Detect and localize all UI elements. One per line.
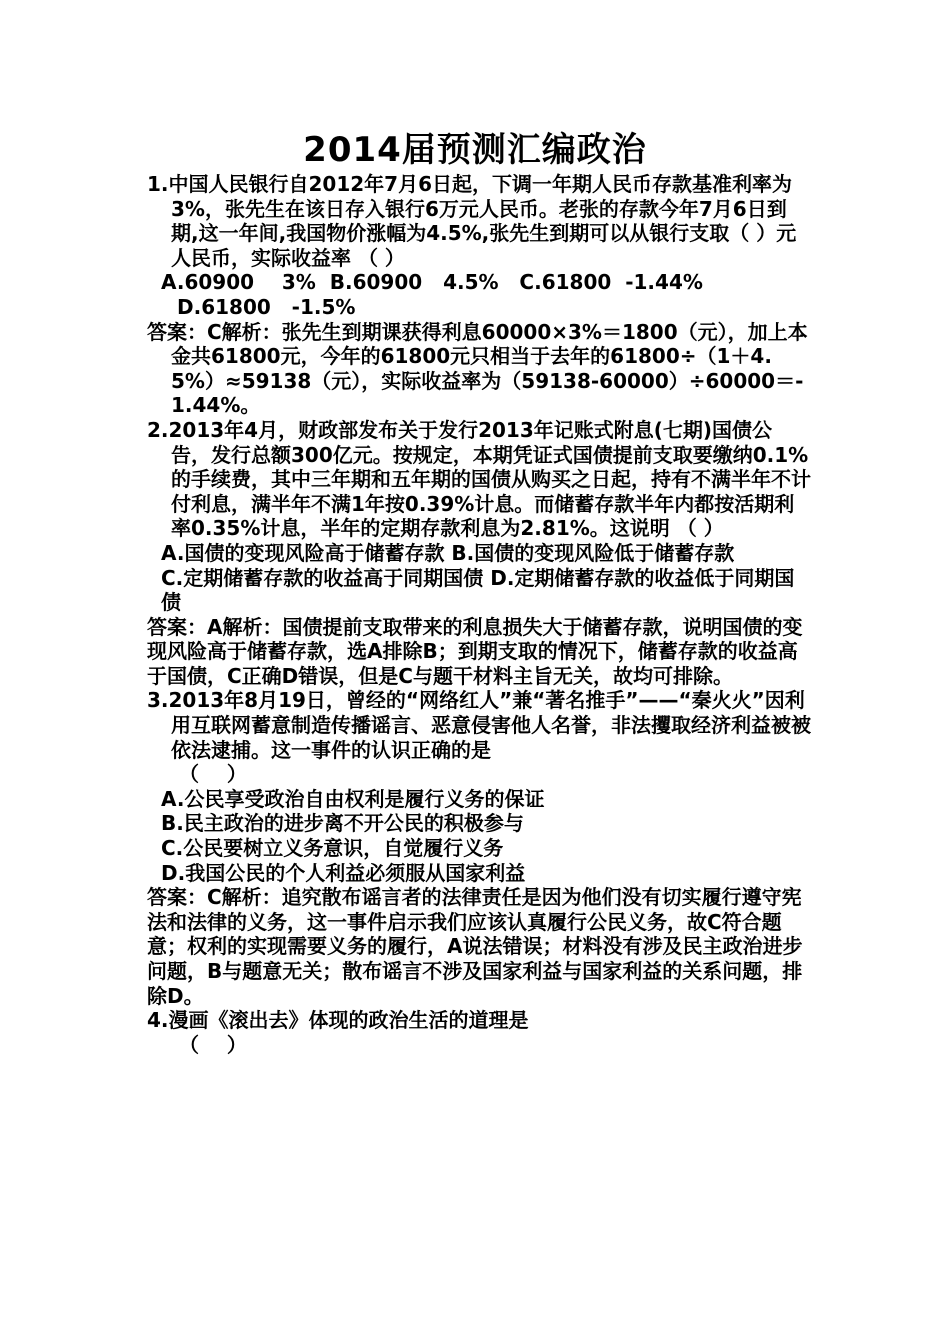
question-1-answer: 答案：C解析：张先生到期课获得利息60000×3%＝1800（元），加上本金共61800元，今年的61800元只相当于去年的61800÷（1＋4.5%）≈59138（元），实际收益率为（59138-60000）÷60000＝-1.44%。 <box>147 319 808 418</box>
question-3-answer-blank: （ ） <box>179 762 247 787</box>
question-3-option-a: A.公民享受政治自由权利是履行义务的保证 <box>161 786 545 811</box>
page-title: 2014届预测汇编政治 <box>303 130 647 170</box>
question-2-answer: 答案：A解析：国债提前支取带来的利息损失大于储蓄存款，说明国债的变现风险高于储蓄存款，选A排除B；到期支取的情况下，储蓄存款的收益高于国债，C正确D错误，但是C与题干材料主旨无关，故均可排除。 <box>147 614 803 688</box>
question-2-stem: 2.2013年4月，财政部发布关于发行2013年记账式附息(七期)国债公告，发行总额300亿元。按规定，本期凭证式国债提前支取要缴纳0.1%的手续费，其中三年期和五年期的国债从购买之日起，持有不满半年不计付利息，满半年不满1年按0.39%计息。而储蓄存款半年内都按活期利率0.35%计息，半年的定期存款利息为2.81%。这说明 （ ） <box>147 417 811 541</box>
question-1-options-abc: A.60900 3% B.60900 4.5% C.61800 -1.44% <box>161 270 703 295</box>
question-1-stem: 1.中国人民银行自2012年7月6日起，下调一年期人民币存款基准利率为3%，张先生在该日存入银行6万元人民币。老张的存款今年7月6日到期,这一年间,我国物价涨幅为4.5%,张先生到期可以从银行支取（ ）元人民币，实际收益率 （ ） <box>147 172 797 270</box>
question-4-answer-blank: （ ） <box>179 1032 247 1057</box>
question-3-option-c: C.公民要树立义务意识，自觉履行义务 <box>161 836 504 861</box>
question-3-answer: 答案：C解析：追究散布谣言者的法律责任是因为他们没有切实履行遵守宪法和法律的义务，这一事件启示我们应该认真履行公民义务，故C符合题意；权利的实现需要义务的履行，A说法错误；材料没有涉及民主政治进步问题，B与题意无关；散布谣言不涉及国家利益与国家利益的关系问题，排除D。 <box>147 885 803 1008</box>
question-2-options-cd: C.定期储蓄存款的收益高于同期国债 D.定期储蓄存款的收益低于同期国债 <box>161 565 795 615</box>
question-4-stem: 4.漫画《滚出去》体现的政治生活的道理是 <box>147 1008 529 1033</box>
question-3-stem: 3.2013年8月19日，曾经的“网络红人”兼“著名推手”——“秦火火”因利用互联网蓄意制造传播谣言、恶意侵害他人名誉，非法攫取经济利益被被依法逮捕。这一事件的认识正确的是 <box>147 688 811 762</box>
question-2-options-ab: A.国债的变现风险高于储蓄存款 B.国债的变现风险低于储蓄存款 <box>161 540 735 565</box>
question-3-option-b: B.民主政治的进步离不开公民的积极参与 <box>161 811 524 836</box>
question-1-option-d: D.61800 -1.5% <box>177 294 356 319</box>
document-body <box>147 172 812 1057</box>
question-3-option-d: D.我国公民的个人利益必须服从国家利益 <box>161 860 526 885</box>
